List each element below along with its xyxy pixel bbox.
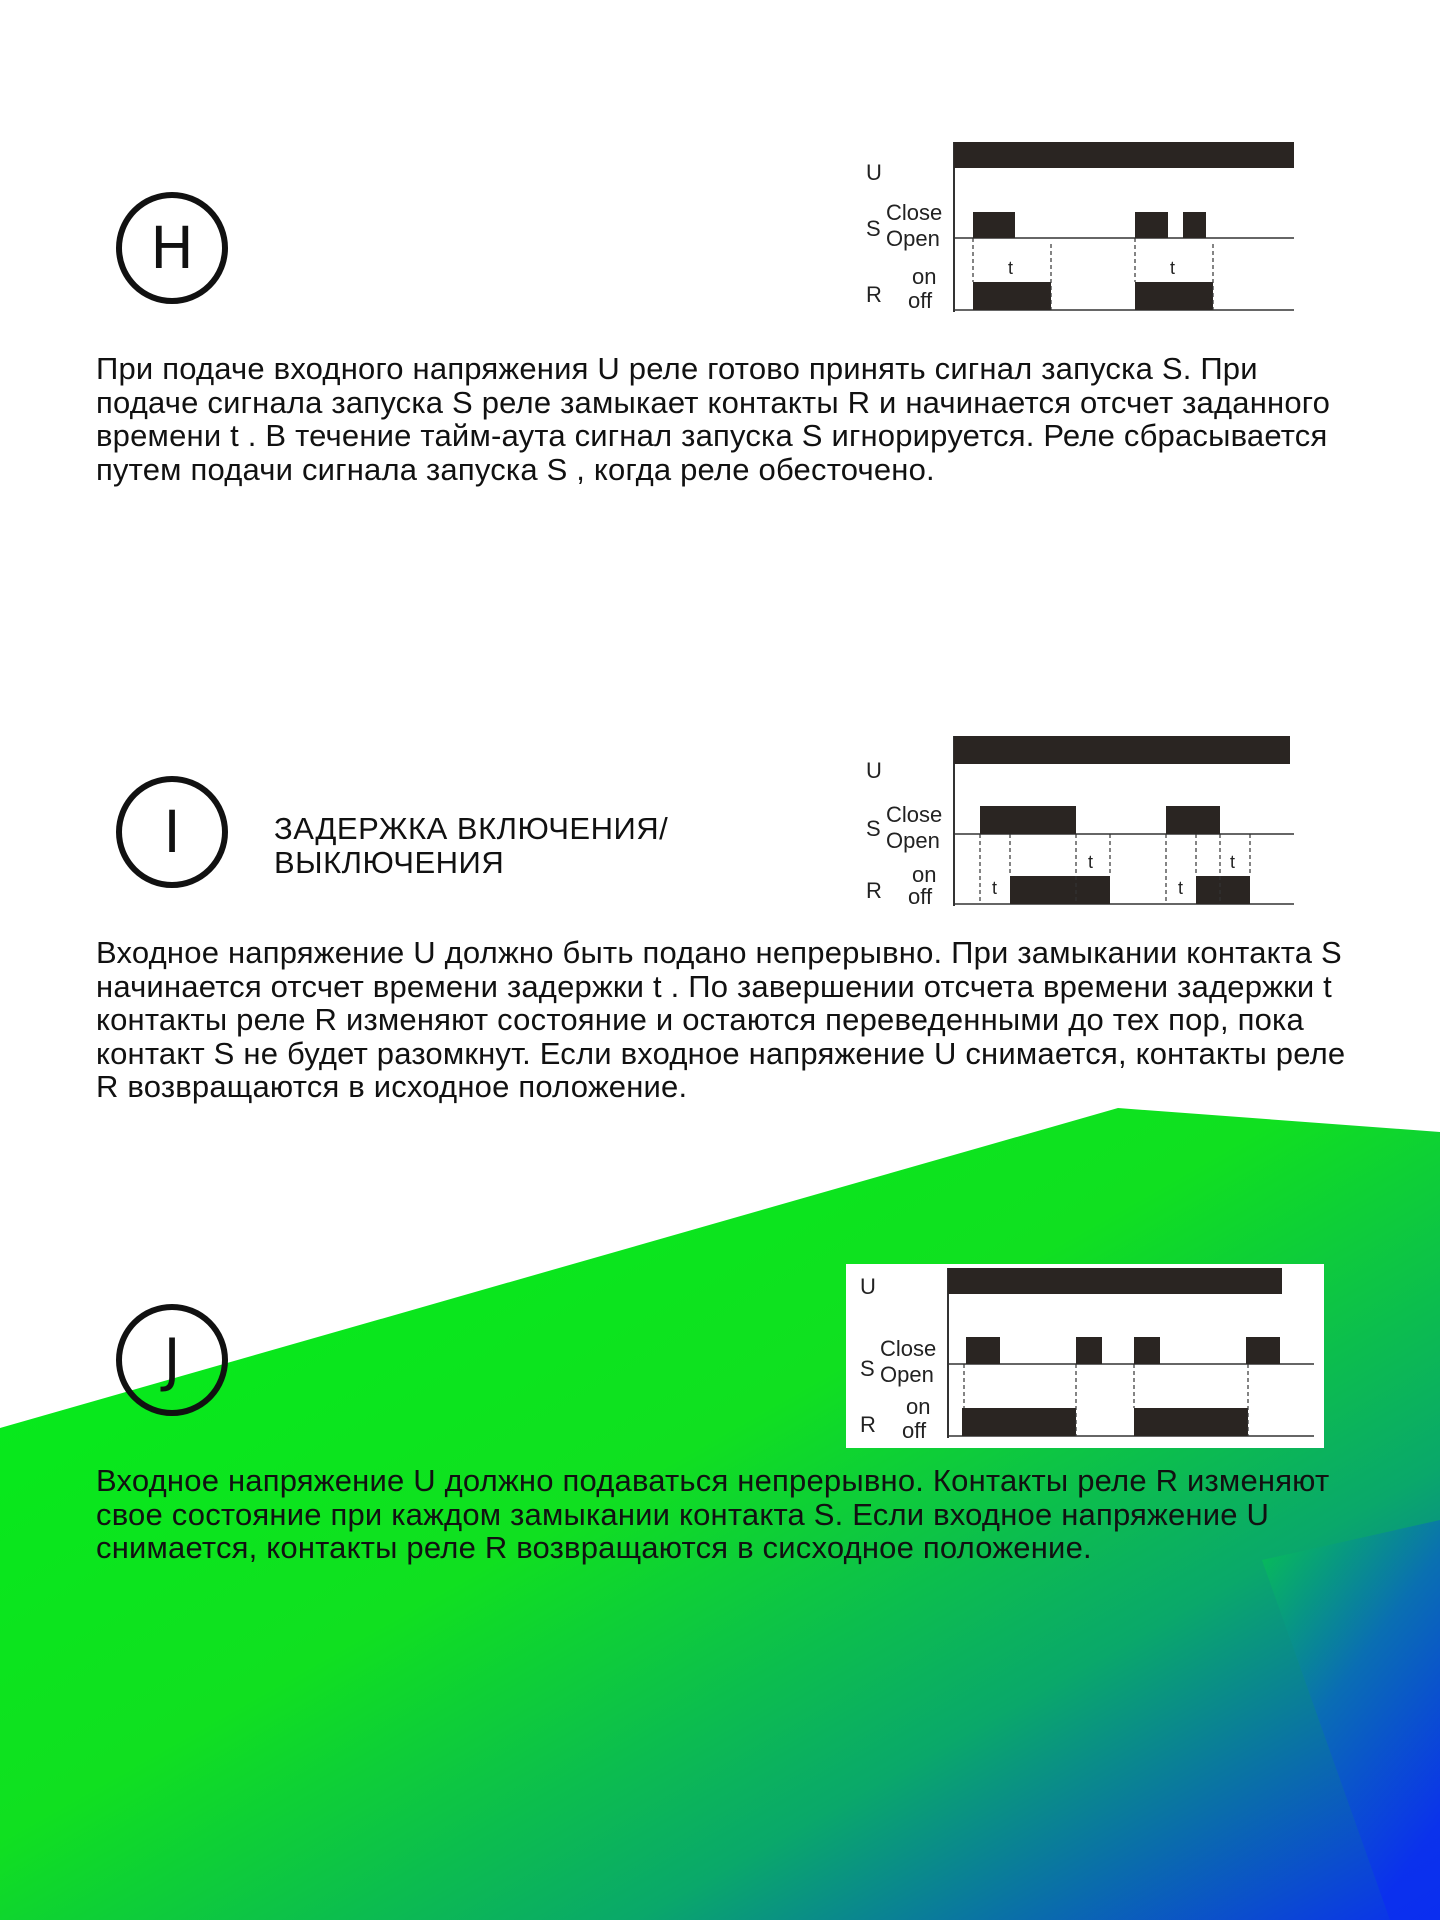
badge-letter: J [163,1326,181,1394]
label-off: off [908,884,933,909]
description-h: При подаче входного напряжения U реле готово принять сигнал запуска S. При подаче сигнала запуска S реле замыкает контакты R и начинается отсчет заданного времени t . В течение тайм-аута сигнал запуска S игнорируется. Реле сбрасывается путем подачи сигнала запуска S , когда реле обесточено. [96,351,1331,487]
label-t: t [1008,258,1014,278]
badge-letter: I [163,798,181,866]
section-heading-i: ЗАДЕРЖКА ВКЛЮЧЕНИЯ/ ВЫКЛЮЧЕНИЯ [274,811,669,880]
label-r: R [866,282,882,307]
label-t: t [1170,258,1176,278]
badge-letter: H [150,214,194,282]
label-s: S [860,1356,875,1381]
label-r: R [866,878,882,903]
label-open: Open [886,828,940,853]
label-close: Close [880,1336,937,1361]
description-i: Входное напряжение U должно быть подано непрерывно. При замыкании контакта S начинается отсчет времени задержки t . По завершении отсчета времени задержки t контакты реле R изменяют состояние и остаются переведенными до тех пор, пока контакт S не будет разомкнут. Если входное напряжение U снимается, контакты реле R возвращаются в исходное положение. [96,935,1346,1104]
label-s: S [866,816,881,841]
label-close: Close [886,802,943,827]
label-s: S [866,216,881,241]
label-t: t [1088,852,1094,872]
label-u: U [866,758,882,783]
label-u: U [866,160,882,185]
label-u: U [860,1274,876,1299]
label-on: on [912,264,937,289]
label-open: Open [880,1362,934,1387]
description-j: Входное напряжение U должно подаваться непрерывно. Контакты реле R изменяют свое состояние при каждом замыкании контакта S. Если входное напряжение U снимается, контакты реле R возвращаются в сисходное положение. [96,1463,1330,1565]
label-t: t [992,878,998,898]
green-wedge [0,1108,1440,1920]
label-off: off [902,1418,927,1443]
label-close: Close [886,200,943,225]
label-open: Open [886,226,940,251]
label-on: on [906,1394,931,1419]
label-t: t [1230,852,1236,872]
label-t: t [1178,878,1184,898]
label-on: on [912,862,937,887]
label-off: off [908,288,933,313]
label-r: R [860,1412,876,1437]
